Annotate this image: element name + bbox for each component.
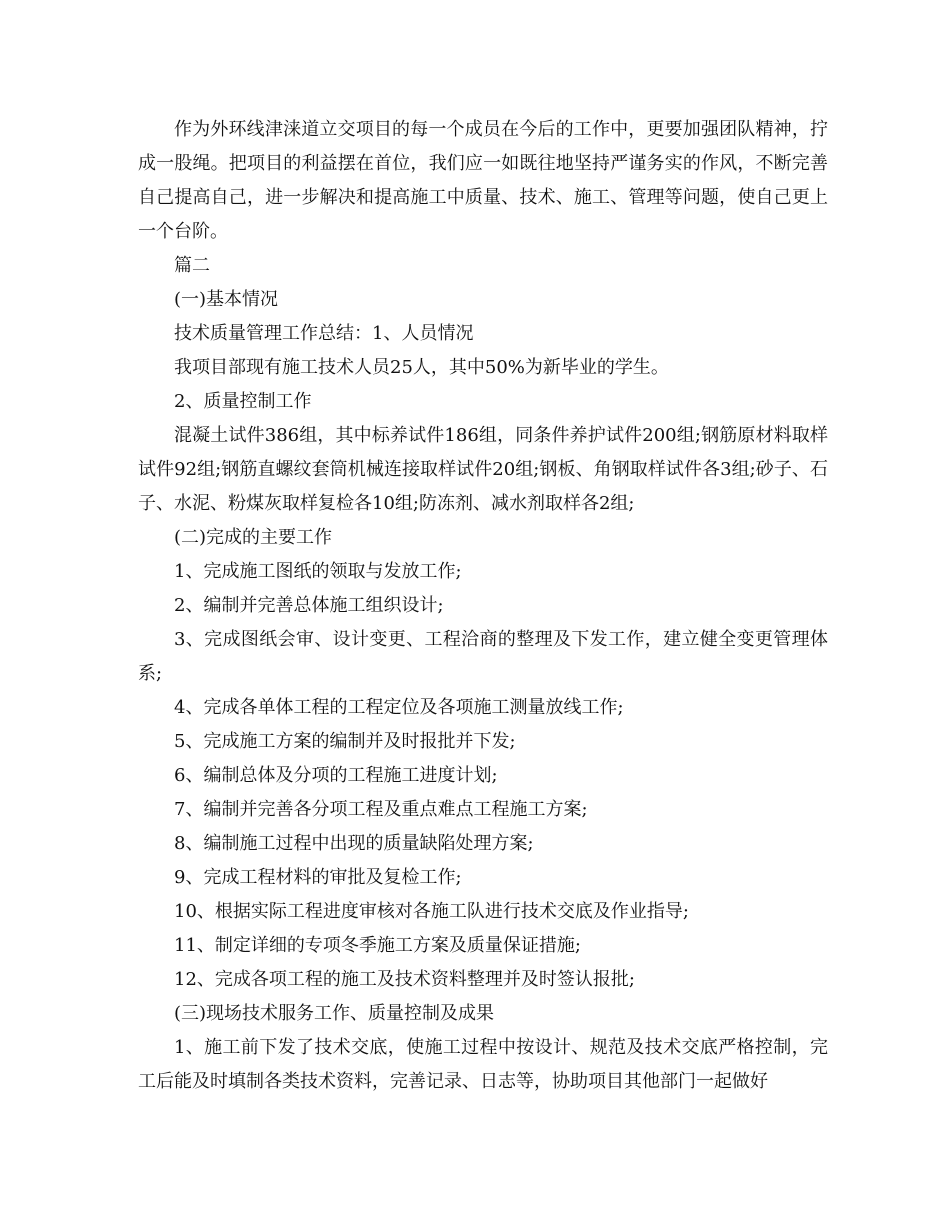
paragraph-technical-briefing: 1、施工前下发了技术交底，使施工过程中按设计、规范及技术交底严格控制，完工后能及时填制各类技术资料，完善记录、日志等，协助项目其他部门一起做好 [138, 1037, 828, 1092]
list-item: 11、制定详细的专项冬季施工方案及质量保证措施; [174, 935, 581, 956]
section-heading-main-work: (二)完成的主要工作 [174, 527, 333, 548]
paragraph-closing-statement: 作为外环线津涞道立交项目的每一个成员在今后的工作中，更要加强团队精神，拧成一股绳。把项目的利益摆在首位，我们应一如既往地坚持严谨务实的作风，不断完善自己提高自己，进一步解决和提高施工中质量、技术、施工、管理等问题，使自己更上一个台阶。 [138, 119, 828, 242]
section-heading-part-two: 篇二 [174, 255, 210, 276]
section-heading-site-service: (三)现场技术服务工作、质量控制及成果 [174, 1003, 495, 1024]
list-item: 3、完成图纸会审、设计变更、工程洽商的整理及下发工作，建立健全变更管理体系; [138, 629, 828, 684]
list-item: 5、完成施工方案的编制并及时报批并下发; [174, 731, 516, 752]
paragraph-quality-control-heading: 2、质量控制工作 [174, 391, 312, 412]
section-heading-basic-situation: (一)基本情况 [174, 289, 279, 310]
paragraph-test-samples: 混凝土试件386组，其中标养试件186组，同条件养护试件200组;钢筋原材料取样试件92组;钢筋直螺纹套筒机械连接取样试件20组;钢板、角钢取样试件各3组;砂子、石子、水泥、粉煤灰取样复检各10组;防冻剂、减水剂取样各2组; [138, 425, 828, 514]
list-item: 12、完成各项工程的施工及技术资料整理并及时签认报批; [174, 969, 635, 990]
list-item: 4、完成各单体工程的工程定位及各项施工测量放线工作; [174, 697, 624, 718]
list-item: 10、根据实际工程进度审核对各施工队进行技术交底及作业指导; [174, 901, 689, 922]
paragraph-staff-count: 我项目部现有施工技术人员25人，其中50%为新毕业的学生。 [174, 357, 669, 378]
document-body [138, 113, 828, 1099]
list-item: 6、编制总体及分项的工程施工进度计划; [174, 765, 498, 786]
list-item: 9、完成工程材料的审批及复检工作; [174, 867, 462, 888]
list-item: 2、编制并完善总体施工组织设计; [174, 595, 444, 616]
list-item: 1、完成施工图纸的领取与发放工作; [174, 561, 462, 582]
list-item: 7、编制并完善各分项工程及重点难点工程施工方案; [174, 799, 588, 820]
paragraph-staff-heading: 技术质量管理工作总结：1、人员情况 [174, 323, 474, 344]
list-item: 8、编制施工过程中出现的质量缺陷处理方案; [174, 833, 534, 854]
